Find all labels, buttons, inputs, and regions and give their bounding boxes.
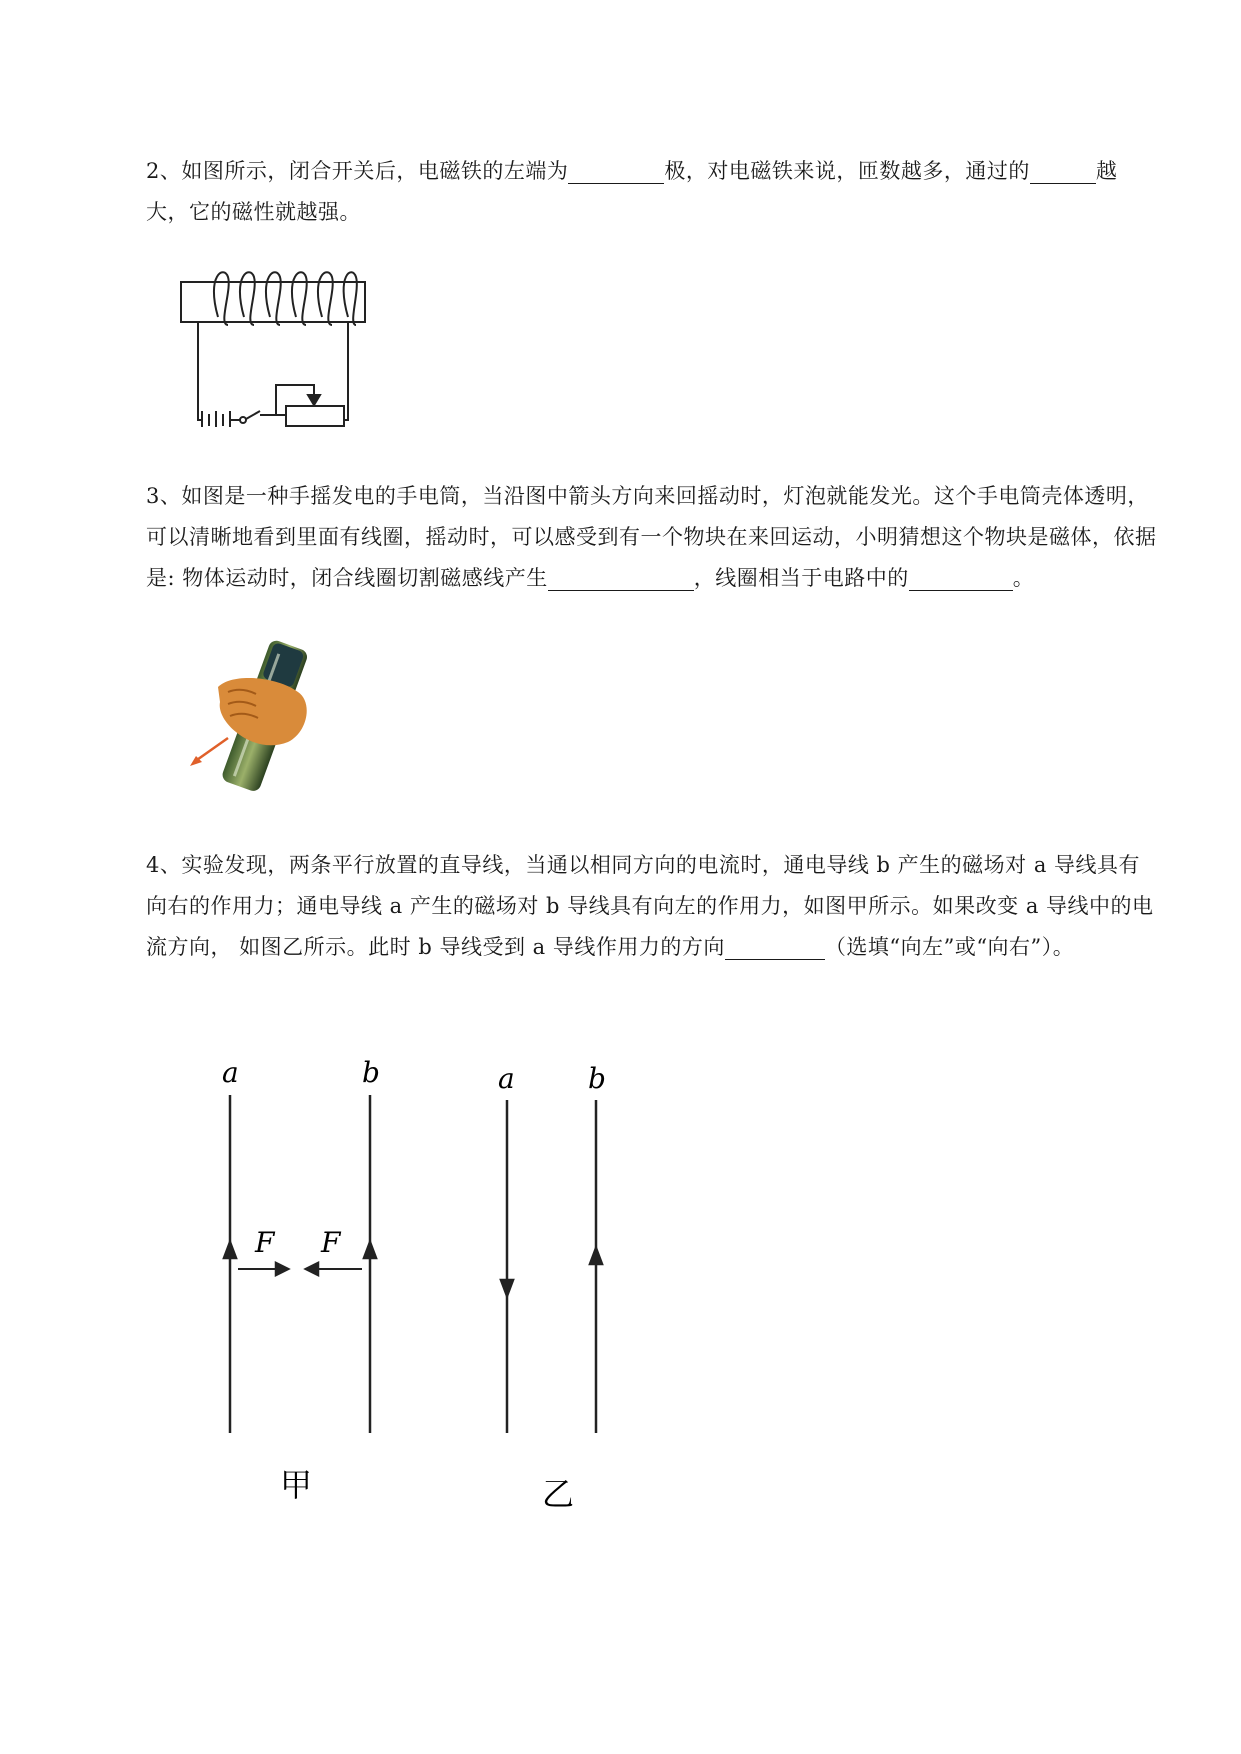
question-4 [146,845,1158,968]
wire-a-label: a [222,1056,239,1089]
question-4-text [146,845,1158,968]
answer-blank[interactable] [909,564,1013,591]
question-2 [146,151,1158,233]
question-number: 2、 [146,159,182,183]
parallel-wires-figure [200,1050,640,1513]
wire-b-label: b [362,1056,380,1089]
question-number: 4、 [146,853,182,877]
answer-blank[interactable] [725,933,825,960]
wire-a-label-yi: a [498,1062,515,1095]
force-label-a: F [255,1226,275,1259]
question-text-segment: 极，对电磁铁来说，匝数越多，通过的 [664,159,1030,183]
question-text-segment: 。 [1012,566,1035,590]
wire-b-label-yi: b [588,1062,606,1095]
answer-blank[interactable] [548,564,694,591]
question-3 [146,476,1158,599]
electromagnet-circuit-icon [176,265,376,435]
question-text-segment: （选填“向左”或“向右”）。 [824,935,1075,959]
answer-blank[interactable] [568,157,664,184]
hand-crank-flashlight-icon [188,632,338,797]
question-text-segment: 实验发现，两条平行放置的直导线，当通以相同方向的电流时，通电导线 b 产生的磁场对 a 导线具有向右的作用力；通电导线 a 产生的磁场对 b 导线具有向左的作用力，如图甲所示。如果改变 a 导线中的电流方向， 如图乙所示。此时 b 导线受到 a 导线作用力的方向 [146,853,1154,959]
figure-label-jia: 甲 [280,1466,313,1504]
question-number: 3、 [146,484,182,508]
question-text-segment: 如图是一种手摇发电的手电筒，当沿图中箭头方向来回摇动时，灯泡就能发光。这个手电筒壳体透明，可以清晰地看到里面有线圈，摇动时，可以感受到有一个物块在来回运动，小明猜想这个物块是磁体，依据是: 物体运动时，闭合线圈切割磁感线产生 [146,484,1157,590]
question-3-text [146,476,1158,599]
question-text-segment: ，线圈相当于电路中的 [693,566,909,590]
answer-blank[interactable] [1030,157,1096,184]
question-2-text [146,151,1158,233]
force-label-b: F [321,1226,341,1259]
question-text-segment: 如图所示，闭合开关后，电磁铁的左端为 [181,159,569,183]
question-text-segment: 越大，它的磁性就越强。 [146,159,1118,224]
figure-label-yi: 乙 [542,1475,575,1513]
